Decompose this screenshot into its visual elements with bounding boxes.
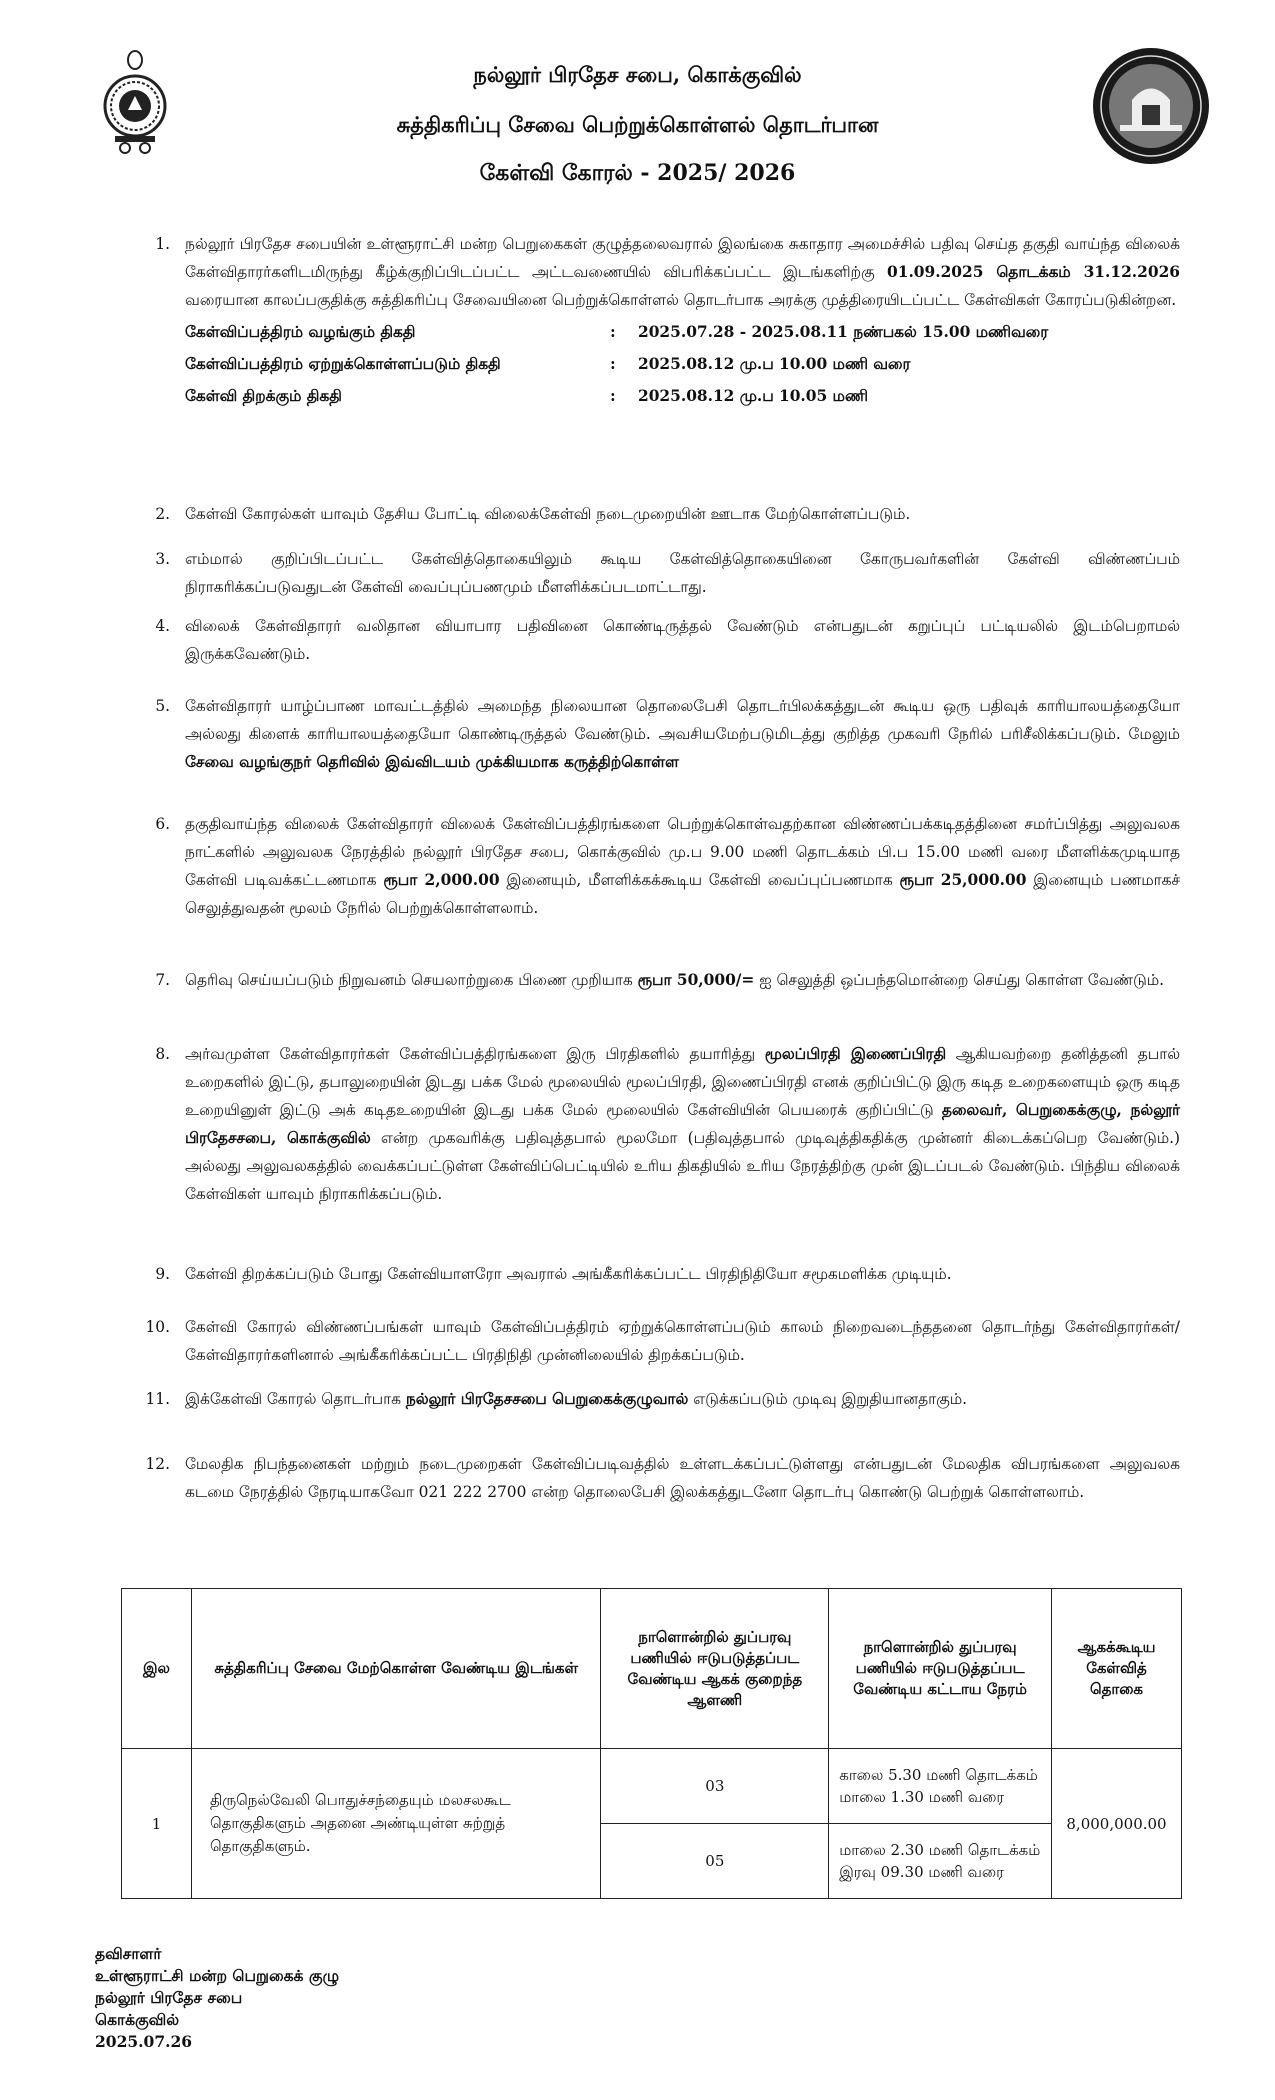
clause-number: 4. bbox=[155, 617, 170, 635]
clause-1 bbox=[130, 230, 1180, 412]
clause-11 bbox=[130, 1385, 1180, 1413]
clause-number: 11. bbox=[145, 1390, 170, 1408]
header-title-line3: கேள்வி கோரல் - 2025/ 2026 bbox=[479, 160, 796, 186]
clause-12 bbox=[130, 1450, 1180, 1506]
clause-text: தகுதிவாய்ந்த விலைக் கேள்விதாரர் விலைக் கேள்விப்பத்திரங்களை பெற்றுக்கொள்வதற்கான விண்ணப்பக்கடிதத்தினை சமர்ப்பித்து அலுவலக நாட்களில் அலுவலக நேரத்தில் நல்லூர் பிரதேச சபை, கொக்குவில் மு.ப 9.00 மணி தொடக்கம் பி.ப 15.00 மணி வரை மீளளிக்கமுடியாத கேள்வி படிவக்கட்டணமாக ரூபா 2,000.00 இனையும், மீளளிக்கக்கூடிய கேள்வி வைப்புப்பணமாக ரூபா 25,000.00 இனையும் பணமாகச் செலுத்துவதன் மூலம் நேரில் பெற்றுக்கொள்ளலாம். bbox=[185, 815, 1180, 917]
clause-4 bbox=[130, 612, 1180, 668]
signatory-title: தவிசாளர் bbox=[95, 1944, 162, 1963]
clause-number: 1. bbox=[155, 235, 170, 253]
clause-number: 8. bbox=[155, 1045, 170, 1063]
clause-number: 10. bbox=[145, 1318, 170, 1336]
clause-2 bbox=[130, 500, 1180, 528]
column-header: நாளொன்றில் துப்பரவு பணியில் ஈடுபடுத்தப்பட வேண்டிய கட்டாய நேரம் bbox=[829, 1589, 1052, 1749]
signature-block bbox=[95, 1943, 339, 2053]
clause-number: 9. bbox=[155, 1265, 170, 1283]
clause-text: கேள்வி திறக்கப்படும் போது கேள்வியாளரோ அவரால் அங்கீகரிக்கப்பட்ட பிரதிநிதியோ சமூகமளிக்க முடியும். bbox=[185, 1265, 952, 1283]
date-row: கேள்வி திறக்கும் திகதி : 2025.08.12 மு.ப 10.05 மணி bbox=[185, 387, 868, 405]
table-header-row bbox=[122, 1589, 1182, 1749]
clause-number: 3. bbox=[155, 550, 170, 568]
column-header: நாளொன்றில் துப்பரவு பணியில் ஈடுபடுத்தப்பட வேண்டிய ஆகக் குறைந்த ஆளணி bbox=[601, 1589, 829, 1749]
clause-number: 6. bbox=[155, 815, 170, 833]
clause-text: மேலதிக நிபந்தனைகள் மற்றும் நடைமுறைகள் கேள்விப்படிவத்தில் உள்ளடக்கப்பட்டுள்ளது என்பதுடன் மேலதிக விபரங்களை அலுவலக கடமை நேரத்தில் நேரடியாகவோ 021 222 2700 என்ற தொலைபேசி இலக்கத்துடனோ தொடர்பு கொண்டு பெற்றுக் கொள்ளலாம். bbox=[185, 1455, 1180, 1501]
clause-text: நல்லூர் பிரதேச சபையின் உள்ளூராட்சி மன்ற பெறுகைகள் குழுத்தலைவரால் இலங்கை சுகாதார அமைச்சில் பதிவு செய்த தகுதி வாய்ந்த விலைக் கேள்விதாரர்களிடமிருந்து கீழ்க்குறிப்பிடப்பட்ட அட்டவணையில் விபரிக்கப்பட்ட இடங்களிற்கு 01.09.2025 தொடக்கம் 31.12.2026 வரையான காலப்பகுதிக்கு சுத்திகரிப்பு சேவையினை பெற்றுக்கொள்ளல் தொடர்பாக அரக்கு முத்திரையிடப்பட்ட கேள்விகள் கோரப்படுகின்றன. கேள்விப்பத்திரம் வழங்கும் திகதி : 2025.07.28 - 2025.08.11 நண்பகல் 15.00 மணிவரை கேள்விப்பத்திரம் ஏற்றுக்கொள்ளப்படும் திகதி : 2025.08.12 மு.ப 10.00 மணி வரை கேள்வி திறக்கும் திகதி : 2025.08.12 மு.ப 10.05 மணி bbox=[170, 230, 1180, 412]
service-locations-table bbox=[121, 1588, 1182, 1899]
header-title-line2: சுத்திகரிப்பு சேவை பெற்றுக்கொள்ளல் தொடர்பான bbox=[396, 112, 879, 137]
row-number: 1 bbox=[122, 1749, 192, 1899]
clause-number: 7. bbox=[155, 971, 170, 989]
date-row: கேள்விப்பத்திரம் ஏற்றுக்கொள்ளப்படும் திகதி : 2025.08.12 மு.ப 10.00 மணி வரை bbox=[185, 355, 911, 373]
table-row bbox=[122, 1749, 1182, 1824]
signature-date: 2025.07.26 bbox=[95, 2032, 193, 2051]
clause-number: 5. bbox=[155, 697, 170, 715]
clause-number: 2. bbox=[155, 505, 170, 523]
clause-text: கேள்வி கோரல்கள் யாவும் தேசிய போட்டி விலைக்கேள்வி நடைமுறையின் ஊடாக மேற்கொள்ளப்படும். bbox=[185, 505, 911, 523]
column-header: சுத்திகரிப்பு சேவை மேற்கொள்ள வேண்டிய இடங்கள் bbox=[191, 1589, 601, 1749]
signatory-council: நல்லூர் பிரதேச சபை bbox=[95, 1988, 243, 2007]
clause-number: 12. bbox=[145, 1455, 170, 1473]
column-header: ஆகக்கூடிய கேள்வித் தொகை bbox=[1052, 1589, 1182, 1749]
clause-7 bbox=[130, 966, 1180, 994]
header-title-line1: நல்லூர் பிரதேச சபை, கொக்குவில் bbox=[473, 62, 802, 87]
signatory-committee: உள்ளூராட்சி மன்ற பெறுகைக் குழு bbox=[95, 1966, 340, 1985]
mandatory-time: மாலை 2.30 மணி தொடக்கம் இரவு 09.30 மணி வரை bbox=[829, 1824, 1052, 1899]
clause-6 bbox=[130, 810, 1180, 922]
tender-dates bbox=[185, 316, 1180, 412]
clause-10 bbox=[130, 1313, 1180, 1369]
service-location: திருநெல்வேலி பொதுச்சந்தையும் மலசலகூட தொகுதிகளும் அதனை அண்டியுள்ள சுற்றுத் தொகுதிகளும். bbox=[191, 1749, 601, 1899]
clause-text: கேள்வி கோரல் விண்ணப்பங்கள் யாவும் கேள்விப்பத்திரம் ஏற்றுக்கொள்ளப்படும் காலம் நிறைவடைந்ததனை தொடர்ந்து கேள்விதாரர்கள்/ கேள்விதாரர்களினால் அங்கீகரிக்கப்பட்ட பிரதிநிதி முன்னிலையில் திறக்கப்படும். bbox=[185, 1318, 1180, 1364]
mandatory-time: காலை 5.30 மணி தொடக்கம் மாலை 1.30 மணி வரை bbox=[829, 1749, 1052, 1824]
clause-text: தெரிவு செய்யப்படும் நிறுவனம் செயலாற்றுகை பிணை முறியாக ரூபா 50,000/= ஐ செலுத்தி ஒப்பந்தமொன்றை செய்து கொள்ள வேண்டும். bbox=[185, 971, 1165, 989]
clause-text: இக்கேள்வி கோரல் தொடர்பாக நல்லூர் பிரதேசசபை பெறுகைக்குழுவால் எடுக்கப்படும் முடிவு இறுதியானதாகும். bbox=[185, 1390, 967, 1408]
clause-3 bbox=[130, 545, 1180, 601]
clause-text: விலைக் கேள்விதாரர் வலிதான வியாபார பதிவினை கொண்டிருத்தல் வேண்டும் என்பதுடன் கறுப்புப் பட்டியலில் இடம்பெறாமல் இருக்கவேண்டும். bbox=[185, 617, 1180, 663]
clause-5 bbox=[130, 692, 1180, 776]
clause-9 bbox=[130, 1260, 1180, 1288]
minimum-staff: 03 bbox=[601, 1749, 829, 1824]
clause-text: அர்வமுள்ள கேள்விதாரர்கள் கேள்விப்பத்திரங்களை இரு பிரதிகளில் தயாரித்து மூலப்பிரதி இணைப்பிரதி ஆகியவற்றை தனித்தனி தபால் உறைகளில் இட்டு, தபாலுறையின் இடது பக்க மேல் மூலையில் மூலப்பிரதி, இணைப்பிரதி எனக் குறிப்பிட்டு இரு கடித உறைகளையும் ஒரு கடித உறையினுள் இட்டு அக் கடிதஉறையின் இடது பக்க மேல் மூலையில் கேள்வியின் பெயரைக் குறிப்பிட்டு தலைவர், பெறுகைக்குழு, நல்லூர் பிரதேசசபை, கொக்குவில் என்ற முகவரிக்கு பதிவுத்தபால் மூலமோ (பதிவுத்தபால் முடிவுத்திகதிக்கு முன்னர் கிடைக்கப்பெற வேண்டும்.) அல்லது அலுவலகத்தில் வைக்கப்பட்டுள்ள கேள்விப்பெட்டியில் உரிய திகதியில் உரிய நேரத்திற்கு முன் இடப்படல் வேண்டும். பிந்திய விலைக் கேள்விகள் யாவும் நிராகரிக்கப்படும். bbox=[185, 1045, 1181, 1203]
maximum-bid-amount: 8,000,000.00 bbox=[1052, 1749, 1182, 1899]
clause-text: எம்மால் குறிப்பிடப்பட்ட கேள்வித்தொகையிலும் கூடிய கேள்வித்தொகையினை கோருபவர்களின் கேள்வி விண்ணப்பம் நிராகரிக்கப்படுவதுடன் கேள்வி வைப்புப்பணமும் மீளளிக்கப்படமாட்டாது. bbox=[185, 550, 1180, 596]
clause-text: கேள்விதாரர் யாழ்ப்பாண மாவட்டத்தில் அமைந்த நிலையான தொலைபேசி தொடர்பிலக்கத்துடன் கூடிய ஒரு பதிவுக் காரியாலயத்தையோ அல்லது கிளைக் காரியாலயத்தையோ கொண்டிருத்தல் வேண்டும். அவசியமேற்படுமிடத்து குறித்த முகவரி நேரில் பரிசீலிக்கப்படும். மேலும் சேவை வழங்குநர் தெரிவில் இவ்விடயம் முக்கியமாக கருத்திற்கொள்ள bbox=[185, 697, 1180, 771]
clause-8 bbox=[130, 1040, 1180, 1208]
signatory-location: கொக்குவில் bbox=[95, 2010, 180, 2029]
sri-lanka-emblem-icon bbox=[95, 48, 175, 156]
minimum-staff: 05 bbox=[601, 1824, 829, 1899]
nallur-sabha-seal-icon bbox=[1090, 45, 1212, 167]
date-row: கேள்விப்பத்திரம் வழங்கும் திகதி : 2025.07.28 - 2025.08.11 நண்பகல் 15.00 மணிவரை bbox=[185, 323, 1049, 341]
column-header: இல bbox=[122, 1589, 192, 1749]
